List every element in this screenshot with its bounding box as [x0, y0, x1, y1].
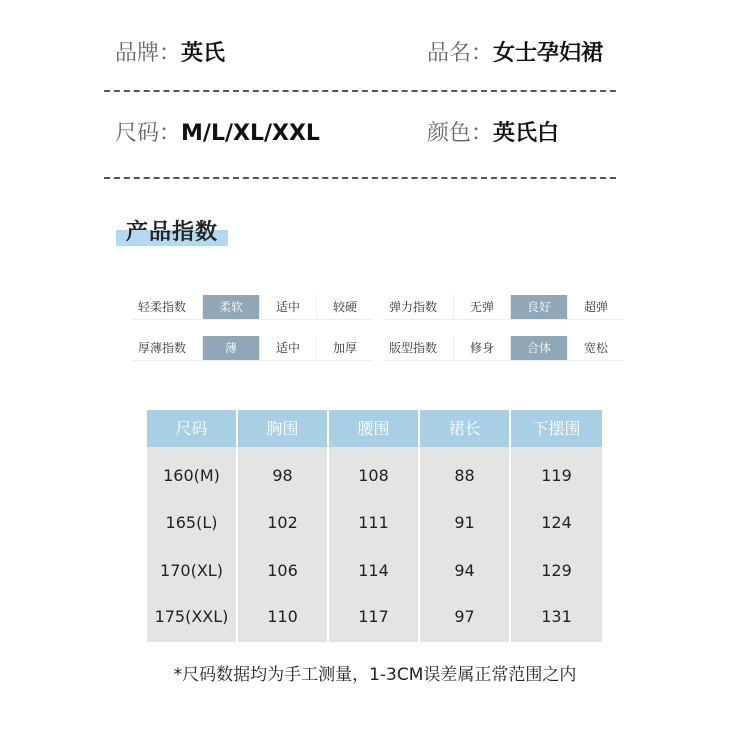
table-row [147, 452, 602, 500]
index-option: 良好 [510, 295, 567, 319]
measurement-footnote: *尺码数据均为手工测量，1-3CM误差属正常范围之内 [173, 665, 577, 685]
header-cell-chest: 胸围 [238, 410, 327, 447]
table-cell: 114 [358, 561, 389, 580]
index-row-elasticity [383, 295, 624, 320]
table-row [147, 547, 602, 595]
index-row-fit [383, 336, 624, 361]
table-cell: 94 [454, 561, 475, 580]
index-option: 合体 [510, 336, 567, 360]
index-option: 无弹 [453, 295, 510, 319]
header-cell-length: 裙长 [420, 410, 509, 447]
brand-label: 品牌： [115, 41, 182, 66]
header-cell-hem: 下摆围 [511, 410, 602, 447]
color-info [427, 114, 559, 154]
table-cell: 170(XL) [160, 561, 223, 580]
index-label: 弹力指数 [389, 300, 438, 314]
index-row-thickness [132, 336, 373, 361]
size-table-header [147, 410, 602, 447]
table-cell: 102 [267, 513, 298, 532]
table-cell: 106 [267, 561, 298, 580]
dashed-divider [104, 90, 616, 92]
index-row-softness [132, 295, 373, 320]
section-title-text: 产品指数 [126, 220, 219, 245]
index-option: 适中 [259, 295, 316, 319]
index-label: 厚薄指数 [138, 341, 187, 355]
size-info [115, 114, 320, 154]
table-cell: 108 [358, 466, 389, 485]
table-cell: 98 [272, 466, 293, 485]
section-title [120, 214, 270, 254]
index-option: 柔软 [202, 295, 259, 319]
brand-value: 英氏 [181, 41, 226, 66]
size-table [147, 410, 602, 642]
index-label: 版型指数 [389, 341, 438, 355]
size-value: M/L/XL/XXL [181, 121, 320, 146]
index-label: 轻柔指数 [138, 300, 187, 314]
table-cell: 117 [358, 607, 389, 626]
brand-info [115, 34, 225, 74]
table-row [147, 499, 602, 547]
index-option: 宽松 [567, 336, 624, 360]
product-name-info [427, 34, 603, 74]
index-option: 薄 [202, 336, 259, 360]
color-value: 英氏白 [493, 121, 560, 146]
table-row [147, 593, 602, 641]
table-cell: 129 [541, 561, 572, 580]
index-option: 较硬 [316, 295, 373, 319]
table-cell: 124 [541, 513, 572, 532]
table-cell: 88 [454, 466, 475, 485]
size-label: 尺码： [115, 121, 182, 146]
index-option: 超弹 [567, 295, 624, 319]
color-label: 颜色： [427, 121, 494, 146]
table-cell: 91 [454, 513, 475, 532]
dashed-divider [104, 177, 616, 179]
table-cell: 131 [541, 607, 572, 626]
product-name-label: 品名： [427, 41, 494, 66]
table-cell: 119 [541, 466, 572, 485]
header-cell-waist: 腰围 [329, 410, 418, 447]
header-cell-size: 尺码 [147, 410, 236, 447]
table-cell: 175(XXL) [154, 607, 229, 626]
table-cell: 111 [358, 513, 389, 532]
table-cell: 97 [454, 607, 475, 626]
product-name-value: 女士孕妇裙 [493, 41, 604, 66]
table-cell: 160(M) [163, 466, 220, 485]
info-row-size-color [115, 114, 615, 154]
info-row-brand-name [115, 34, 615, 74]
table-cell: 110 [267, 607, 298, 626]
index-option: 适中 [259, 336, 316, 360]
index-option: 修身 [453, 336, 510, 360]
index-option: 加厚 [316, 336, 373, 360]
table-cell: 165(L) [165, 513, 218, 532]
